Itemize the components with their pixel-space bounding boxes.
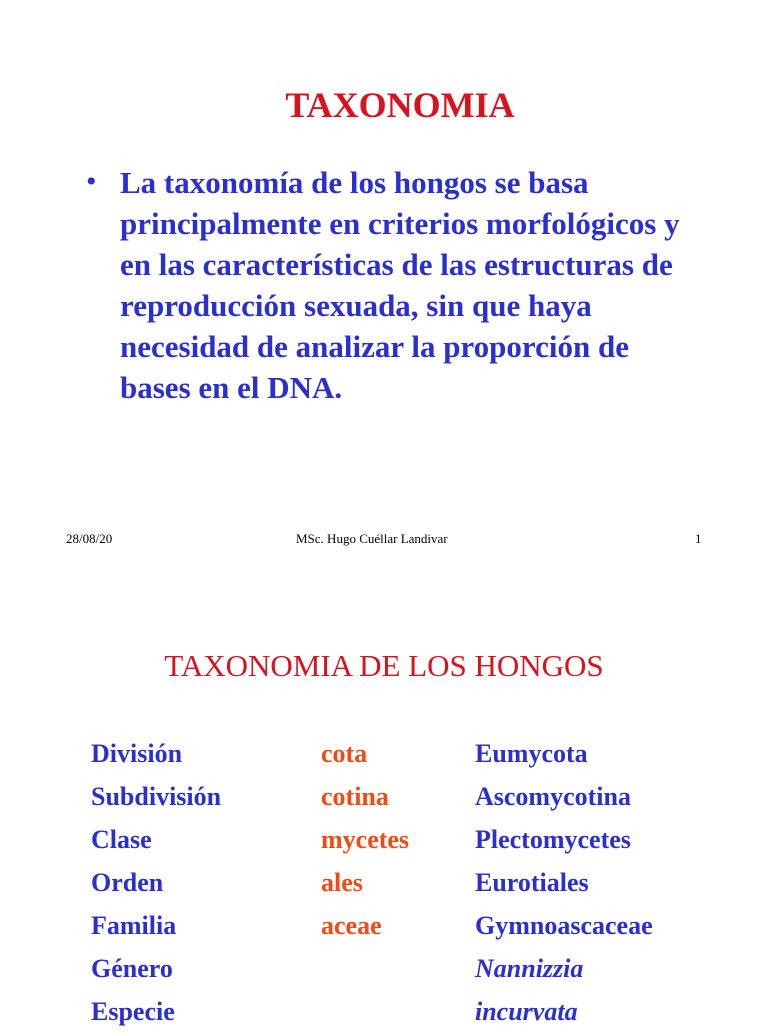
footer-author: MSc. Hugo Cuéllar Landivar xyxy=(296,531,448,546)
taxonomy-row xyxy=(91,777,731,820)
taxonomy-rank: Orden xyxy=(91,868,164,897)
taxonomy-row xyxy=(91,863,731,906)
taxonomy-rank: Subdivisión xyxy=(91,782,222,811)
footer-page-number: 1 xyxy=(695,531,702,546)
taxonomy-suffix: cotina xyxy=(321,782,389,811)
slide-title: TAXONOMIA xyxy=(285,85,515,125)
taxonomy-table xyxy=(91,734,731,1035)
taxonomy-rank: Género xyxy=(91,954,173,983)
slide-title: TAXONOMIA DE LOS HONGOS xyxy=(164,648,604,683)
taxonomy-example: Gymnoascaceae xyxy=(475,911,653,940)
taxonomy-row xyxy=(91,820,731,863)
taxonomy-row xyxy=(91,949,731,992)
taxonomy-rank: Especie xyxy=(91,997,175,1026)
slide-2 xyxy=(0,560,768,1024)
taxonomy-example-genus: Nannizzia xyxy=(475,954,584,983)
taxonomy-example: Eurotiales xyxy=(475,868,589,897)
taxonomy-example: Ascomycotina xyxy=(475,782,631,811)
footer-date: 28/08/20 xyxy=(66,531,113,546)
taxonomy-suffix: mycetes xyxy=(321,825,410,854)
taxonomy-rank: Familia xyxy=(91,911,177,940)
bullet-icon: • xyxy=(86,165,97,198)
bullet-item xyxy=(84,162,704,408)
taxonomy-row xyxy=(91,992,731,1035)
bullet-text: La taxonomía de los hongos se basa principalmente en criterios morfológicos y en las características de las estructuras de reproducción sexuada, sin que haya necesidad de analizar la proporción de bases en el DNA. xyxy=(120,165,680,405)
taxonomy-suffix: aceae xyxy=(321,911,382,940)
taxonomy-rank: Clase xyxy=(91,825,152,854)
taxonomy-example: Plectomycetes xyxy=(475,825,631,854)
taxonomy-suffix: cota xyxy=(321,739,368,768)
taxonomy-rank: División xyxy=(91,739,183,768)
taxonomy-example: Eumycota xyxy=(475,739,588,768)
taxonomy-example-species: incurvata xyxy=(475,997,578,1026)
taxonomy-row xyxy=(91,734,731,777)
taxonomy-suffix: ales xyxy=(321,868,363,897)
taxonomy-row xyxy=(91,906,731,949)
